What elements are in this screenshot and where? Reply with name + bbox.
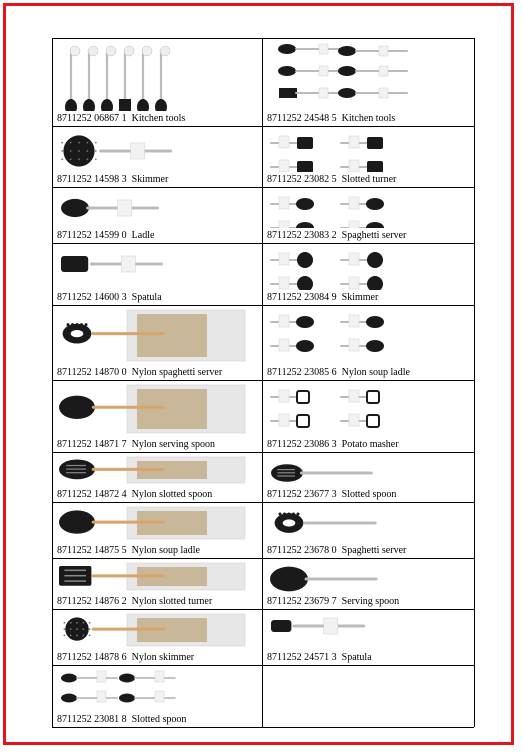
product-caption (57, 596, 212, 607)
product-image (267, 246, 468, 290)
product-image (267, 308, 468, 365)
catalog-item (53, 126, 262, 187)
product-caption (57, 489, 212, 500)
product-caption (267, 292, 378, 303)
product-name: Ladle (131, 230, 155, 241)
product-caption (267, 652, 372, 663)
product-code: 8711252 14599 0 (57, 230, 127, 241)
product-caption (267, 489, 396, 500)
product-code: 8711252 23086 3 (267, 439, 337, 450)
product-caption (57, 652, 194, 663)
catalog-item (53, 187, 262, 243)
product-caption (57, 545, 200, 556)
product-code: 8711252 23085 6 (267, 367, 337, 378)
product-code: 8711252 06867 1 (57, 113, 127, 124)
product-code: 8711252 14598 3 (57, 174, 127, 185)
product-name: Spaghetti server (341, 545, 407, 556)
product-image (57, 129, 256, 172)
product-image (57, 561, 256, 594)
product-image (267, 455, 468, 487)
product-image (267, 190, 468, 228)
product-code: 8711252 24571 3 (267, 652, 337, 663)
product-code: 8711252 24548 5 (267, 113, 337, 124)
catalog-item (263, 502, 474, 558)
product-name: Slotted spoon (131, 714, 187, 725)
catalog-item (263, 187, 474, 243)
product-code: 8711252 14600 3 (57, 292, 127, 303)
product-image (267, 505, 468, 543)
product-code: 8711252 23081 8 (57, 714, 127, 725)
product-name: Nylon slotted spoon (131, 489, 213, 500)
product-name: Nylon skimmer (131, 652, 195, 663)
product-image (57, 383, 256, 437)
product-caption (57, 714, 186, 725)
catalog-item (53, 452, 262, 502)
product-caption (57, 292, 162, 303)
product-name: Skimmer (341, 292, 379, 303)
table-border-bottom (52, 727, 474, 728)
product-name: Nylon spaghetti server (131, 367, 223, 378)
product-image (57, 668, 256, 712)
product-name: Slotted turner (341, 174, 397, 185)
catalog-item (53, 243, 262, 305)
catalog-item (53, 38, 262, 126)
catalog-item (263, 609, 474, 665)
empty-cell (263, 665, 474, 727)
catalog-item (53, 502, 262, 558)
catalog-item (53, 305, 262, 380)
catalog-item (263, 243, 474, 305)
product-name: Potato masher (341, 439, 399, 450)
product-code: 8711252 14872 4 (57, 489, 127, 500)
product-image (57, 455, 256, 487)
product-caption (267, 367, 410, 378)
product-code: 8711252 23679 7 (267, 596, 337, 607)
catalog-item (263, 380, 474, 452)
product-code: 8711252 23082 5 (267, 174, 337, 185)
product-image (57, 246, 256, 290)
product-code: 8711252 23677 3 (267, 489, 337, 500)
product-image (57, 308, 256, 365)
product-code: 8711252 23083 2 (267, 230, 337, 241)
product-image (57, 41, 256, 111)
product-caption (267, 113, 395, 124)
catalog-item (263, 38, 474, 126)
product-image (267, 561, 468, 594)
product-code: 8711252 23084 9 (267, 292, 337, 303)
product-caption (57, 439, 215, 450)
catalog-item (53, 609, 262, 665)
catalog-item (263, 558, 474, 609)
catalog-item (263, 305, 474, 380)
product-code: 8711252 14870 0 (57, 367, 127, 378)
product-image (57, 505, 256, 543)
product-caption (267, 174, 396, 185)
product-image (267, 129, 468, 172)
product-name: Spatula (341, 652, 372, 663)
product-name: Nylon slotted turner (131, 596, 213, 607)
catalog-item (263, 126, 474, 187)
product-code: 8711252 14875 5 (57, 545, 127, 556)
product-image (267, 41, 468, 111)
product-caption (57, 174, 168, 185)
product-code: 8711252 23678 0 (267, 545, 337, 556)
product-name: Serving spoon (341, 596, 400, 607)
catalog-item (53, 558, 262, 609)
product-code: 8711252 14871 7 (57, 439, 127, 450)
product-code: 8711252 14876 2 (57, 596, 127, 607)
product-name: Skimmer (131, 174, 169, 185)
product-name: Nylon soup ladle (341, 367, 410, 378)
product-caption (267, 545, 406, 556)
product-image (57, 612, 256, 650)
product-name: Kitchen tools (131, 113, 186, 124)
product-caption (57, 113, 185, 124)
catalog-item (53, 380, 262, 452)
product-image (267, 383, 468, 437)
table-border-right (474, 38, 475, 727)
product-image (57, 190, 256, 228)
product-caption (267, 439, 399, 450)
product-name: Slotted spoon (341, 489, 397, 500)
product-name: Kitchen tools (341, 113, 396, 124)
product-caption (57, 230, 154, 241)
product-name: Spaghetti server (341, 230, 407, 241)
product-caption (57, 367, 222, 378)
product-caption (267, 596, 399, 607)
product-name: Nylon soup ladle (131, 545, 200, 556)
product-caption (267, 230, 406, 241)
product-image (267, 612, 468, 650)
product-name: Nylon serving spoon (131, 439, 215, 450)
product-name: Spatula (131, 292, 162, 303)
catalog-item (53, 665, 262, 727)
catalog-item (263, 452, 474, 502)
product-code: 8711252 14878 6 (57, 652, 127, 663)
